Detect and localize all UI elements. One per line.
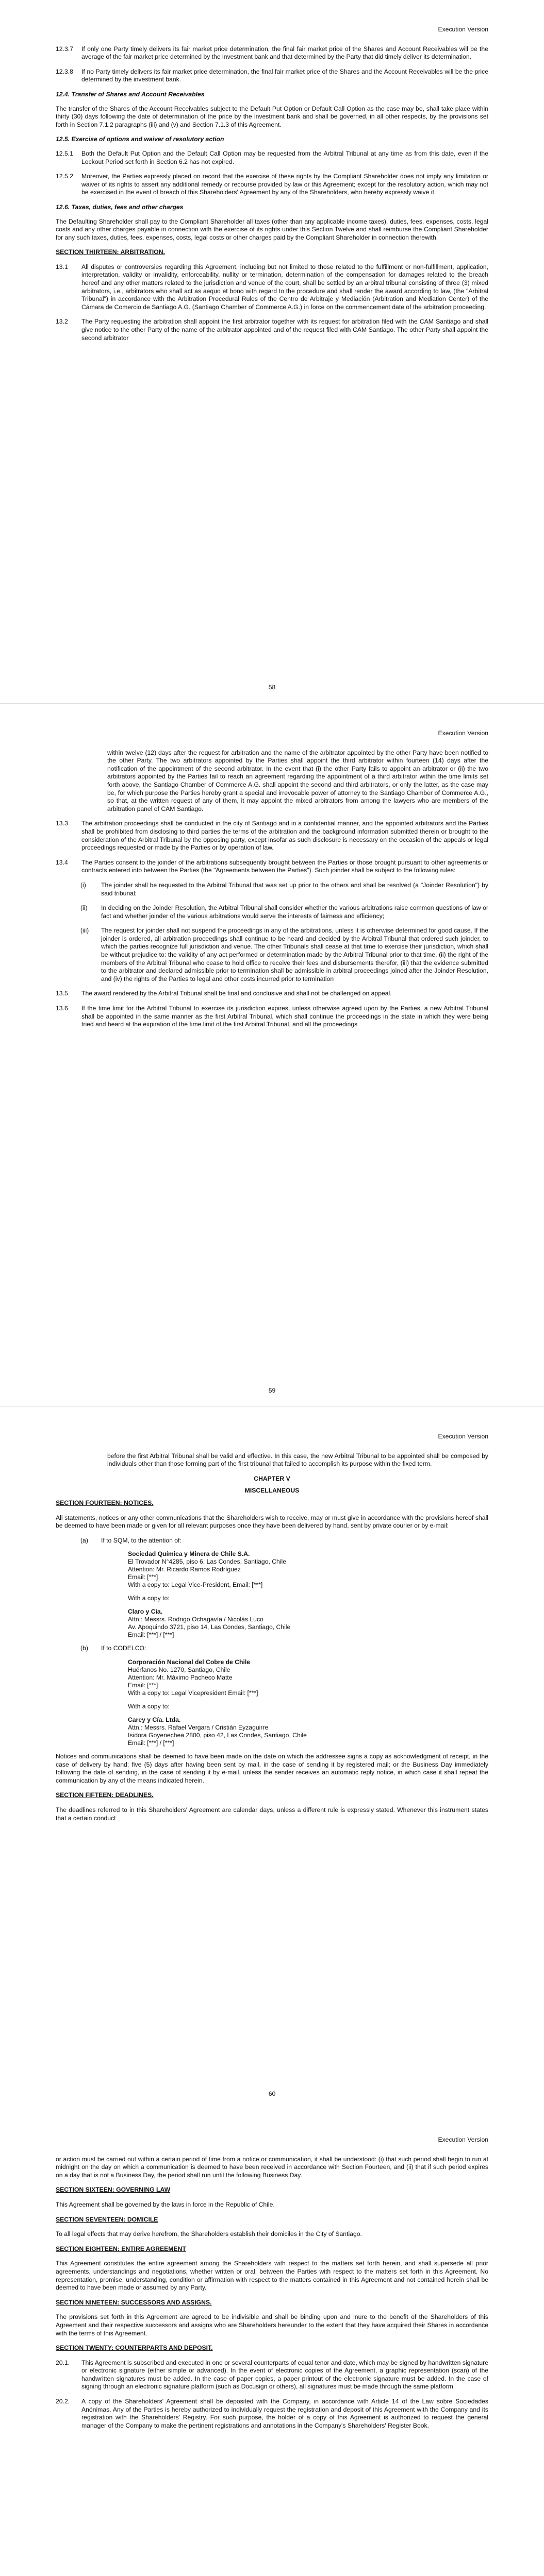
clause-number: (i) bbox=[80, 881, 86, 889]
address-block bbox=[128, 1595, 488, 1602]
paragraph: The provisions set forth in this Agreement are agreed to be indivisible and shall be binding upon and inure to the benefit of the Shareholders of this Agreement and their respective successors and assigns who are Shareholders hereunder to the extent that they have acquired their Shares in accordance with the terms of this Agreement. bbox=[56, 2313, 488, 2337]
address-line: El Trovador N°4285, piso 6, Las Condes, Santiago, Chile bbox=[128, 1558, 287, 1566]
clause-text: The request for joinder shall not suspend the proceedings in any of the arbitrations, unless it is otherwise determined for good cause. If the joinder is ordered, all arbitration proceedings shall continue to be heard and decided by the Arbitral Tribunal that ordered such joinder, to which the parties recognize full jurisdiction and venue. The other Tribunals shall cease at that time to exercise their jurisdiction, which shall be without prejudice to: the validity of any act performed or determination made by the Arbitral Tribunal prior to that time, (ii) the right of the members of the Arbitral Tribunal who cease to hold office to receive their fees and disbursements therefor, (iii) that the evidence submitted to the arbitrator and declared admissible prior to termination shall be admissible in arbitral proceedings joined after the Joinder Resolution, and (iv) the rights of the Parties to legal and other costs incurred prior to termination bbox=[101, 927, 488, 982]
address-label bbox=[80, 1645, 488, 1653]
clause-number: 13.1 bbox=[56, 263, 68, 270]
section-heading bbox=[56, 248, 488, 257]
numbered-clause bbox=[56, 859, 488, 875]
page-number: 59 bbox=[268, 1387, 276, 1395]
address-line: Carey y Cía. Ltda. bbox=[128, 1716, 181, 1723]
numbered-clause bbox=[56, 990, 488, 998]
address-line: Claro y Cía. bbox=[128, 1608, 163, 1616]
paragraph: or action must be carried out within a certain period of time from a notice or communication, it shall be understood: (i) that such period shall begin to run at midnight on the day on which a communication is deemed to have been received in accordance with Section Fourteen, and (ii) that if such period expires on a day that is not a Business Day, the period shall run until the following Business Day. bbox=[56, 2155, 488, 2179]
section-heading bbox=[56, 2245, 488, 2253]
clause-number: 13.4 bbox=[56, 858, 68, 866]
section-heading-text: SECTION TWENTY: COUNTERPARTS AND DEPOSIT. bbox=[56, 2344, 213, 2352]
document-page bbox=[0, 0, 544, 703]
address-line: Av. Apoquindo 3721, piso 14, Las Condes, Santiago, Chile bbox=[128, 1623, 291, 1631]
document-page bbox=[0, 703, 544, 1406]
sub-clause bbox=[80, 882, 488, 897]
address-line: Email: [***] bbox=[128, 1681, 158, 1689]
address-line: Isidora Goyenechea 2800, piso 42, Las Condes, Santiago, Chile bbox=[128, 1731, 307, 1739]
section-heading-text: SECTION THIRTEEN: ARBITRATION. bbox=[56, 248, 165, 256]
sub-clause bbox=[80, 927, 488, 983]
clause-text: The joinder shall be requested to the Arbitral Tribunal that was set up prior to the others and shall be resolved (a "Joinder Resolution") by said tribunal; bbox=[101, 881, 488, 897]
address-block bbox=[128, 1703, 488, 1710]
paragraph: The Defaulting Shareholder shall pay to the Compliant Shareholder all taxes (other than any applicable income taxes), duties, fees, expenses, costs, legal costs and any other charges payable in connection with the exercise of its rights under this Section Twelve and shall reimburse the Compliant Shareholder for any such taxes, duties, fees, expenses, costs, legal costs or other charges paid by the Compliant Shareholder in connection therewith. bbox=[56, 217, 488, 241]
paragraph: This Agreement constitutes the entire agreement among the Shareholders with respect to the matters set forth herein, and shall supersede all prior agreements, understandings and negotiations, whether written or oral, between the Parties with respect to the matters set forth in this Agreement. No representation, promise, understanding, condition or affirmation with respect to the matters contained in this Agreement and not contained herein shall be deemed to have been made or assumed by any Party. bbox=[56, 2260, 488, 2292]
address-line: With a copy to: bbox=[128, 1595, 170, 1602]
clause-number: (iii) bbox=[80, 927, 89, 935]
clause-text: The award rendered by the Arbitral Tribunal shall be final and conclusive and shall not be challenged on appeal. bbox=[81, 990, 392, 997]
address-block bbox=[128, 1658, 488, 1697]
clause-text: If the time limit for the Arbitral Tribunal to exercise its jurisdiction expires, unless otherwise agreed upon by the Parties, a new Arbitral Tribunal shall be appointed in the same manner as the first Arbitral Tribunal, which shall continue the proceedings in the state in which they were being tried and heard at the expiration of the time limit of the first Arbitral Tribunal, and all the proceedings bbox=[81, 1005, 488, 1028]
page-header: Execution Version bbox=[438, 730, 488, 737]
page-number: 58 bbox=[268, 684, 276, 691]
page-number: 60 bbox=[268, 2090, 276, 2098]
section-heading-text: SECTION SIXTEEN: GOVERNING LAW bbox=[56, 2186, 171, 2194]
numbered-clause bbox=[56, 820, 488, 852]
clause-number: (b) bbox=[80, 1645, 88, 1652]
section-heading bbox=[56, 1791, 488, 1800]
section-heading-text: SECTION FIFTEEN: DEADLINES. bbox=[56, 1791, 154, 1799]
paragraph: before the first Arbitral Tribunal shall be valid and effective. In this case, the new Arbitral Tribunal to be appointed shall be composed by individuals other than those forming part of the first tribunal that failed to accomplish its purpose within the fixed term. bbox=[107, 1452, 488, 1468]
sub-clause bbox=[80, 904, 488, 920]
clause-text: The arbitration proceedings shall be conducted in the city of Santiago and in a confidential manner, and the appointed arbitrators and the Parties shall be prohibited from disclosing to third parties the terms of the arbitration and the background information submitted therein or brought to the consideration of the Arbitral Tribunal by the opposing party, except insofar as such disclosure is necessary on the occasion of the appeals or legal proceedings requested or made by the Parties or by operation of law. bbox=[81, 820, 488, 852]
section-heading bbox=[56, 1499, 488, 1507]
page-header: Execution Version bbox=[438, 2136, 488, 2143]
address-line: With a copy to: Legal Vicepresident Email: [***] bbox=[128, 1689, 258, 1697]
clause-text: All disputes or controversies regarding this Agreement, including but not limited to those related to the fulfillment or non-fulfillment, application, interpretation, validity or invalidity, enforceability, nullity or termination, determination of the compensation for damages related to the breach hereof and any other matters related to the jurisdiction and venue of the court, shall be settled by an arbitral tribunal consisting of three (3) mixed arbitrators, i.e., arbitrators who shall act as aequo et bono with regard to the procedure and shall render the award according to law, (the "Arbitral Tribunal") in accordance with the Arbitration Procedural Rules of the Centro de Arbitraje y Mediación (Arbitration and Mediation Center) of the Cámara de Comercio de Santiago A.G. (Santiago Chamber of Commerce A.G.) in force on the commencement date of the arbitration proceeding. bbox=[81, 263, 488, 311]
section-heading bbox=[56, 2186, 488, 2194]
address-line: Attention: Mr. Ricardo Ramos Rodríguez bbox=[128, 1566, 241, 1573]
clause-text: The Party requesting the arbitration shall appoint the first arbitrator together with its request for arbitration filed with the CAM Santiago and shall give notice to the other Party of the name of the arbitrator appointed and of the request filed with CAM Santiago. The other Party shall appoint the second arbitrator bbox=[81, 318, 488, 342]
section-heading-text: SECTION SEVENTEEN: DOMICILE bbox=[56, 2215, 158, 2223]
address-line: Email: [***] / [***] bbox=[128, 1739, 174, 1747]
clause-text: If to SQM, to the attention of: bbox=[101, 1536, 182, 1544]
clause-number: 13.5 bbox=[56, 990, 68, 997]
clause-text: The Parties consent to the joinder of the arbitrations subsequently brought between the Parties or those brought pursuant to other agreements or contracts entered into between the Parties (the "Agreements between the Parties"). Such joinder shall be subject to the following rules: bbox=[81, 858, 488, 874]
address-line: Corporación Nacional del Cobre de Chile bbox=[128, 1658, 251, 1666]
paragraph: All statements, notices or any other communications that the Shareholders wish to receive, may or must give in accordance with the provisions hereof shall be deemed to have been made or given for all relevant purposes once they have been delivered by hand, sent by private courier or by e-mail: bbox=[56, 1514, 488, 1530]
clause-text: If to CODELCO: bbox=[101, 1645, 146, 1652]
chapter-heading: MISCELLANEOUS bbox=[244, 1487, 300, 1495]
paragraph: within twelve (12) days after the request for arbitration and the name of the arbitrator appointed by the other Party have been notified to the other Party. The two arbitrators appointed by the Parties shall appoint the third arbitrator within fourteen (14) days after the notification of the appointment of the second arbitrator. In the event that (i) the other Party fails to appoint an arbitrator or (ii) the two arbitrators appointed by the Parties fail to reach an agreement regarding the appointment of a third arbitrator within the time limits set forth above, the Santiago Chamber of Commerce A.G. shall appoint the second and third arbitrators, or only the latter, as the case may be, for which purpose the Parties hereby grant a special and irrevocable power of attorney to the Santiago Chamber of Commerce A.G., so that, at the written request of any of them, it may appoint the mixed arbitrators from among the lawyers who are members of the arbitration panel of CAM Santiago. bbox=[107, 749, 488, 812]
numbered-clause bbox=[56, 2398, 488, 2430]
numbered-clause bbox=[56, 263, 488, 312]
clause-number: 12.3.7 bbox=[56, 45, 73, 53]
paragraph: To all legal effects that may derive herefrom, the Shareholders establish their domiciles in the City of Santiago. bbox=[56, 2230, 362, 2238]
address-line: Email: [***] / [***] bbox=[128, 1631, 174, 1639]
clause-number: 20.1. bbox=[56, 2359, 70, 2366]
section-heading bbox=[56, 2299, 488, 2307]
clause-number: 12.5.1 bbox=[56, 149, 73, 157]
document-page bbox=[0, 2110, 544, 2576]
clause-number: (ii) bbox=[80, 904, 88, 912]
page-header: Execution Version bbox=[438, 26, 488, 33]
address-line: With a copy to: bbox=[128, 1702, 170, 1710]
address-block bbox=[128, 1608, 488, 1639]
clause-number: 13.3 bbox=[56, 820, 68, 827]
clause-number: 20.2. bbox=[56, 2398, 70, 2405]
address-line: Huérfanos No. 1270, Santiago, Chile bbox=[128, 1666, 230, 1673]
numbered-clause bbox=[56, 45, 488, 61]
section-heading-text: SECTION EIGHTEEN: ENTIRE AGREEMENT bbox=[56, 2245, 186, 2252]
address-line: With a copy to: Legal Vice-President, Email: [***] bbox=[128, 1581, 263, 1589]
subsection-heading: 12.4. Transfer of Shares and Account Receivables bbox=[56, 90, 205, 98]
section-heading bbox=[56, 2344, 488, 2352]
address-line: Email: [***] bbox=[128, 1573, 158, 1581]
subsection-heading: 12.6. Taxes, duties, fees and other charges bbox=[56, 203, 184, 211]
clause-number: 13.2 bbox=[56, 318, 68, 326]
address-block bbox=[128, 1550, 488, 1589]
section-heading-text: SECTION NINETEEN: SUCCESSORS AND ASSIGNS. bbox=[56, 2298, 212, 2306]
clause-text: A copy of the Shareholders' Agreement shall be deposited with the Company, in accordance with Article 14 of the Law sobre Sociedades Anónimas. Any of the Parties is hereby authorized to individually request the registration and deposit of this Agreement with the Company and its registration with the Shareholders' Registry. For such purpose, the holder of a copy of this Agreement is authorized to request the general manager of the Company to make the pertinent registrations and annotations in the Company's Shareholders' Register Book. bbox=[81, 2398, 488, 2429]
section-heading-text: SECTION FOURTEEN: NOTICES. bbox=[56, 1499, 154, 1506]
clause-number: (a) bbox=[80, 1536, 88, 1544]
address-block bbox=[128, 1716, 488, 1747]
address-label bbox=[80, 1537, 488, 1545]
subsection-heading: 12.5. Exercise of options and waiver of resolutory action bbox=[56, 135, 224, 143]
paragraph: The deadlines referred to in this Shareholders' Agreement are calendar days, unless a different rule is expressly stated. Whenever this instrument states that a certain conduct bbox=[56, 1806, 488, 1822]
paragraph: Notices and communications shall be deemed to have been made on the date on which the addressee signs a copy as acknowledgment of receipt, in the case of delivery by hand; five (5) days after having been sent by mail, in the case of sending it by registered mail; or the Business Day immediately following the date of sending, in the case of sending it by e-mail, unless the sender receives an automatic reply notice, in which case it shall repeat the communication by any of the means indicated herein. bbox=[56, 1752, 488, 1784]
numbered-clause bbox=[56, 2359, 488, 2391]
clause-text: If only one Party timely delivers its fair market price determination, the final fair market price of the Shares and Account Receivables will be the average of the fair market price determined by the investment bank and that determined by the Party that did timely deliver its determination. bbox=[81, 45, 488, 61]
address-line: Sociedad Química y Minera de Chile S.A. bbox=[128, 1550, 250, 1558]
document-page bbox=[0, 1406, 544, 2110]
clause-text: Both the Default Put Option and the Default Call Option may be requested from the Arbitral Tribunal at any time as from this date, even if the Lockout Period set forth in Section 6.2 has not expired. bbox=[81, 149, 488, 165]
clause-text: In deciding on the Joinder Resolution, the Arbitral Tribunal shall consider whether the various arbitrations raise common questions of law or fact and whether joinder of the various arbitrations would serve the interests of fairness and efficiency; bbox=[101, 904, 488, 920]
section-heading bbox=[56, 2216, 488, 2224]
paragraph: The transfer of the Shares of the Account Receivables subject to the Default Put Option or Default Call Option as the case may be, shall take place within thirty (30) days following the date of determination of the price by the investment bank and shall be governed, in all other respects, by the provisions set forth in Section 7.1.2 paragraphs (iii) and (v) and Section 7.1.3 of this Agreement. bbox=[56, 105, 488, 128]
clause-number: 13.6 bbox=[56, 1005, 68, 1012]
clause-number: 12.3.8 bbox=[56, 67, 73, 75]
paragraph: This Agreement shall be governed by the laws in force in the Republic of Chile. bbox=[56, 2200, 275, 2208]
clause-text: If no Party timely delivers its fair market price determination, the final fair market price of the Shares and the Account Receivables will be the price determined by the investment bank. bbox=[81, 67, 488, 83]
numbered-clause bbox=[56, 173, 488, 197]
address-line: Attention: Mr. Máximo Pacheco Matte bbox=[128, 1673, 233, 1681]
clause-text: Moreover, the Parties expressly placed on record that the exercise of these rights by the Compliant Shareholder does not imply any limitation or waiver of its rights to assert any additional remedy or recourse provided by law or this Agreement; except for the resolutory action, which may not be exercised in the event of breach of this Shareholders' Agreement by any of the Shareholders, who hereby expressly waive it. bbox=[81, 173, 488, 196]
clause-text: This Agreement is subscribed and executed in one or several counterparts of equal tenor and date, which may be signed by handwritten signature or electronic signature (either simple or advanced). In the event of electronic copies of the Agreement, a graphic representation (scan) of the handwritten signatures must be added. In the case of paper copies, a paper printout of the electronic signature must be added. In the case of signing through an electronic signature platform (such as Docusign or others), all signatures must be made through the same platform. bbox=[81, 2359, 488, 2391]
page-header: Execution Version bbox=[438, 1433, 488, 1440]
clause-number: 12.5.2 bbox=[56, 173, 73, 180]
address-line: Attn.: Messrs. Rafael Vergara / Cristián Eyzaguirre bbox=[128, 1723, 269, 1731]
chapter-heading: CHAPTER V bbox=[254, 1475, 290, 1482]
numbered-clause bbox=[56, 1005, 488, 1029]
numbered-clause bbox=[56, 150, 488, 166]
address-line: Attn.: Messrs. Rodrigo Ochagavía / Nicolás Luco bbox=[128, 1616, 263, 1623]
numbered-clause bbox=[56, 318, 488, 342]
numbered-clause bbox=[56, 68, 488, 84]
